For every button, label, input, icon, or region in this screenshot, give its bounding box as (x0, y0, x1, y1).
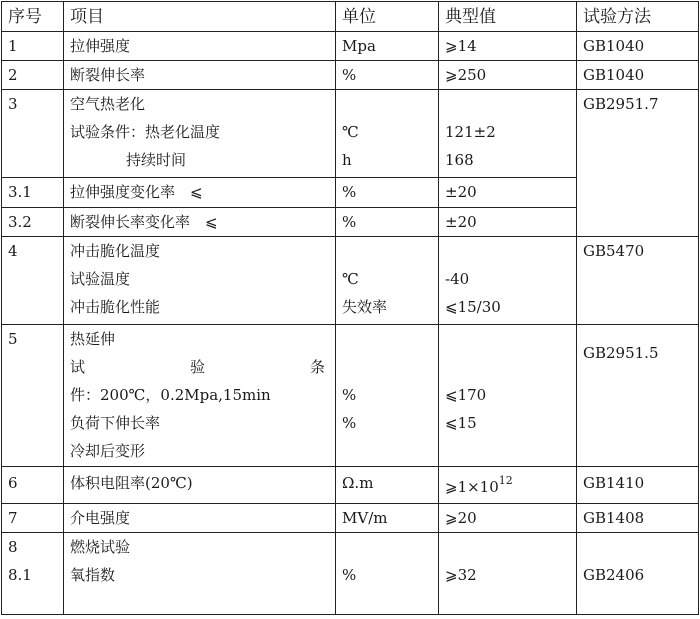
unit-label: h (342, 151, 352, 170)
header-unit: 单位 (336, 2, 439, 32)
unit-label: % (342, 66, 357, 85)
seq-cell (2, 324, 64, 466)
method-label: GB5470 (583, 241, 645, 260)
item-label: 热延伸 (70, 329, 116, 348)
item-label: 试验温度 (70, 269, 131, 288)
unit-label: Ω.m (342, 474, 374, 493)
item-cell (64, 32, 336, 61)
value-cell (439, 207, 577, 236)
table-row (2, 532, 699, 614)
unit-cell (336, 61, 439, 90)
header-row (2, 2, 699, 32)
item-justified-char: 条 (309, 357, 325, 376)
value-cell (439, 324, 577, 466)
method-cell (577, 503, 699, 532)
item-justified-char: 验 (189, 357, 205, 376)
value-label (445, 90, 570, 118)
value-label: ⩾14 (445, 37, 477, 55)
item-cell (64, 324, 336, 466)
unit-cell (336, 236, 439, 324)
item-label: 冲击脆化性能 (70, 297, 161, 316)
method-label: GB1410 (583, 474, 645, 493)
seq-label: 8.1 (8, 565, 32, 584)
method-cell (577, 32, 699, 61)
method-cell (577, 467, 699, 503)
value-cell (439, 32, 577, 61)
table-row (2, 61, 699, 90)
table-row (2, 467, 699, 503)
value-label: ⩽15/30 (445, 297, 501, 316)
value-exponent: 12 (498, 474, 513, 488)
unit-cell (336, 503, 439, 532)
seq-cell (2, 503, 64, 532)
item-label: 体积电阻率(20℃) (70, 474, 193, 493)
unit-label: % (342, 413, 357, 432)
unit-label (342, 533, 432, 561)
seq-cell (2, 532, 64, 614)
seq-label: 2 (8, 66, 18, 85)
unit-cell (336, 324, 439, 466)
unit-label: % (342, 565, 357, 584)
spec-table (1, 1, 699, 615)
seq-label: 4 (8, 241, 18, 260)
item-label: 试验条件：热老化温度 (70, 123, 221, 142)
unit-label (342, 437, 432, 465)
value-cell (439, 532, 577, 614)
value-label (445, 237, 570, 265)
seq-cell (2, 236, 64, 324)
header-item: 项目 (64, 2, 336, 32)
value-label: 168 (445, 151, 474, 170)
value-label: ±20 (445, 212, 477, 231)
value-label (445, 325, 570, 353)
unit-cell (336, 532, 439, 614)
item-label: 介电强度 (70, 508, 131, 527)
item-cell (64, 61, 336, 90)
method-cell (577, 90, 699, 236)
value-label (445, 467, 570, 497)
method-cell (577, 61, 699, 90)
item-label: 负荷下伸长率 (70, 413, 161, 432)
seq-label: 3.2 (8, 212, 32, 231)
method-label: GB1408 (583, 508, 645, 527)
method-label: GB1040 (583, 66, 645, 85)
table-row (2, 236, 699, 324)
item-label: 持续时间 (126, 151, 187, 170)
seq-label: 1 (8, 37, 18, 55)
item-label: 断裂伸长率 (70, 66, 146, 85)
unit-label: MV/m (342, 508, 388, 527)
value-label (445, 533, 570, 561)
unit-label: 失效率 (342, 297, 388, 316)
unit-cell (336, 467, 439, 503)
item-justified-label (70, 353, 329, 381)
unit-label: % (342, 212, 357, 231)
item-cell (64, 207, 336, 236)
value-cell (439, 503, 577, 532)
unit-label: ℃ (342, 269, 359, 288)
seq-label: 5 (8, 329, 18, 348)
table-row (2, 32, 699, 61)
item-label: 件：200℃，0.2Mpa,15min (70, 385, 271, 404)
value-label: ⩾32 (445, 565, 477, 584)
method-label: GB2951.5 (583, 343, 659, 362)
seq-cell (2, 61, 64, 90)
unit-label: % (342, 183, 357, 202)
value-label (445, 437, 570, 465)
item-cell (64, 90, 336, 178)
value-label: ⩾250 (445, 66, 487, 85)
item-label: 氧指数 (70, 565, 116, 584)
item-label: 拉伸强度变化率 ⩽ (70, 183, 203, 202)
seq-cell (2, 207, 64, 236)
method-label: GB1040 (583, 37, 645, 55)
header-method: 试验方法 (577, 2, 699, 32)
method-label: GB2406 (583, 565, 645, 584)
unit-label (342, 90, 432, 118)
method-cell (577, 236, 699, 324)
item-cell (64, 236, 336, 324)
table-row (2, 503, 699, 532)
value-cell (439, 178, 577, 207)
seq-cell (2, 32, 64, 61)
unit-cell (336, 32, 439, 61)
item-cell (64, 503, 336, 532)
item-label: 断裂伸长率变化率 ⩽ (70, 212, 218, 231)
method-cell (577, 324, 699, 466)
value-label: ⩾20 (445, 508, 477, 527)
seq-label: 7 (8, 508, 18, 527)
method-cell (577, 532, 699, 614)
item-label: 空气热老化 (70, 95, 146, 114)
header-seq: 序号 (2, 2, 64, 32)
value-prefix: ⩾1×10 (445, 478, 499, 497)
value-label: 121±2 (445, 123, 496, 142)
unit-label: % (342, 385, 357, 404)
item-cell (64, 467, 336, 503)
item-label: 拉伸强度 (70, 37, 131, 55)
unit-label (342, 353, 432, 381)
table-row (2, 324, 699, 466)
method-label: GB2951.7 (583, 95, 659, 114)
seq-label: 3.1 (8, 183, 32, 202)
item-label: 燃烧试验 (70, 537, 131, 556)
seq-cell (2, 178, 64, 207)
seq-cell (2, 90, 64, 178)
table-row (2, 90, 699, 178)
value-label: ⩽170 (445, 385, 487, 404)
seq-label: 3 (8, 95, 18, 114)
unit-label (342, 237, 432, 265)
item-label: 冲击脆化温度 (70, 241, 161, 260)
unit-cell (336, 207, 439, 236)
value-cell (439, 236, 577, 324)
unit-cell (336, 178, 439, 207)
item-cell (64, 178, 336, 207)
unit-label: ℃ (342, 123, 359, 142)
value-cell (439, 90, 577, 178)
seq-cell (2, 467, 64, 503)
method-spacer (583, 533, 692, 561)
value-label: -40 (445, 269, 470, 288)
value-label: ⩽15 (445, 413, 477, 432)
value-cell (439, 467, 577, 503)
seq-label: 8 (8, 537, 18, 556)
item-justified-char: 试 (70, 357, 86, 376)
value-cell (439, 61, 577, 90)
header-value: 典型值 (439, 2, 577, 32)
value-label (445, 353, 570, 381)
unit-label: Mpa (342, 37, 376, 55)
value-label: ±20 (445, 183, 477, 202)
unit-label (342, 325, 432, 353)
item-label: 冷却后变形 (70, 441, 146, 460)
unit-cell (336, 90, 439, 178)
item-cell (64, 532, 336, 614)
seq-label: 6 (8, 474, 18, 493)
